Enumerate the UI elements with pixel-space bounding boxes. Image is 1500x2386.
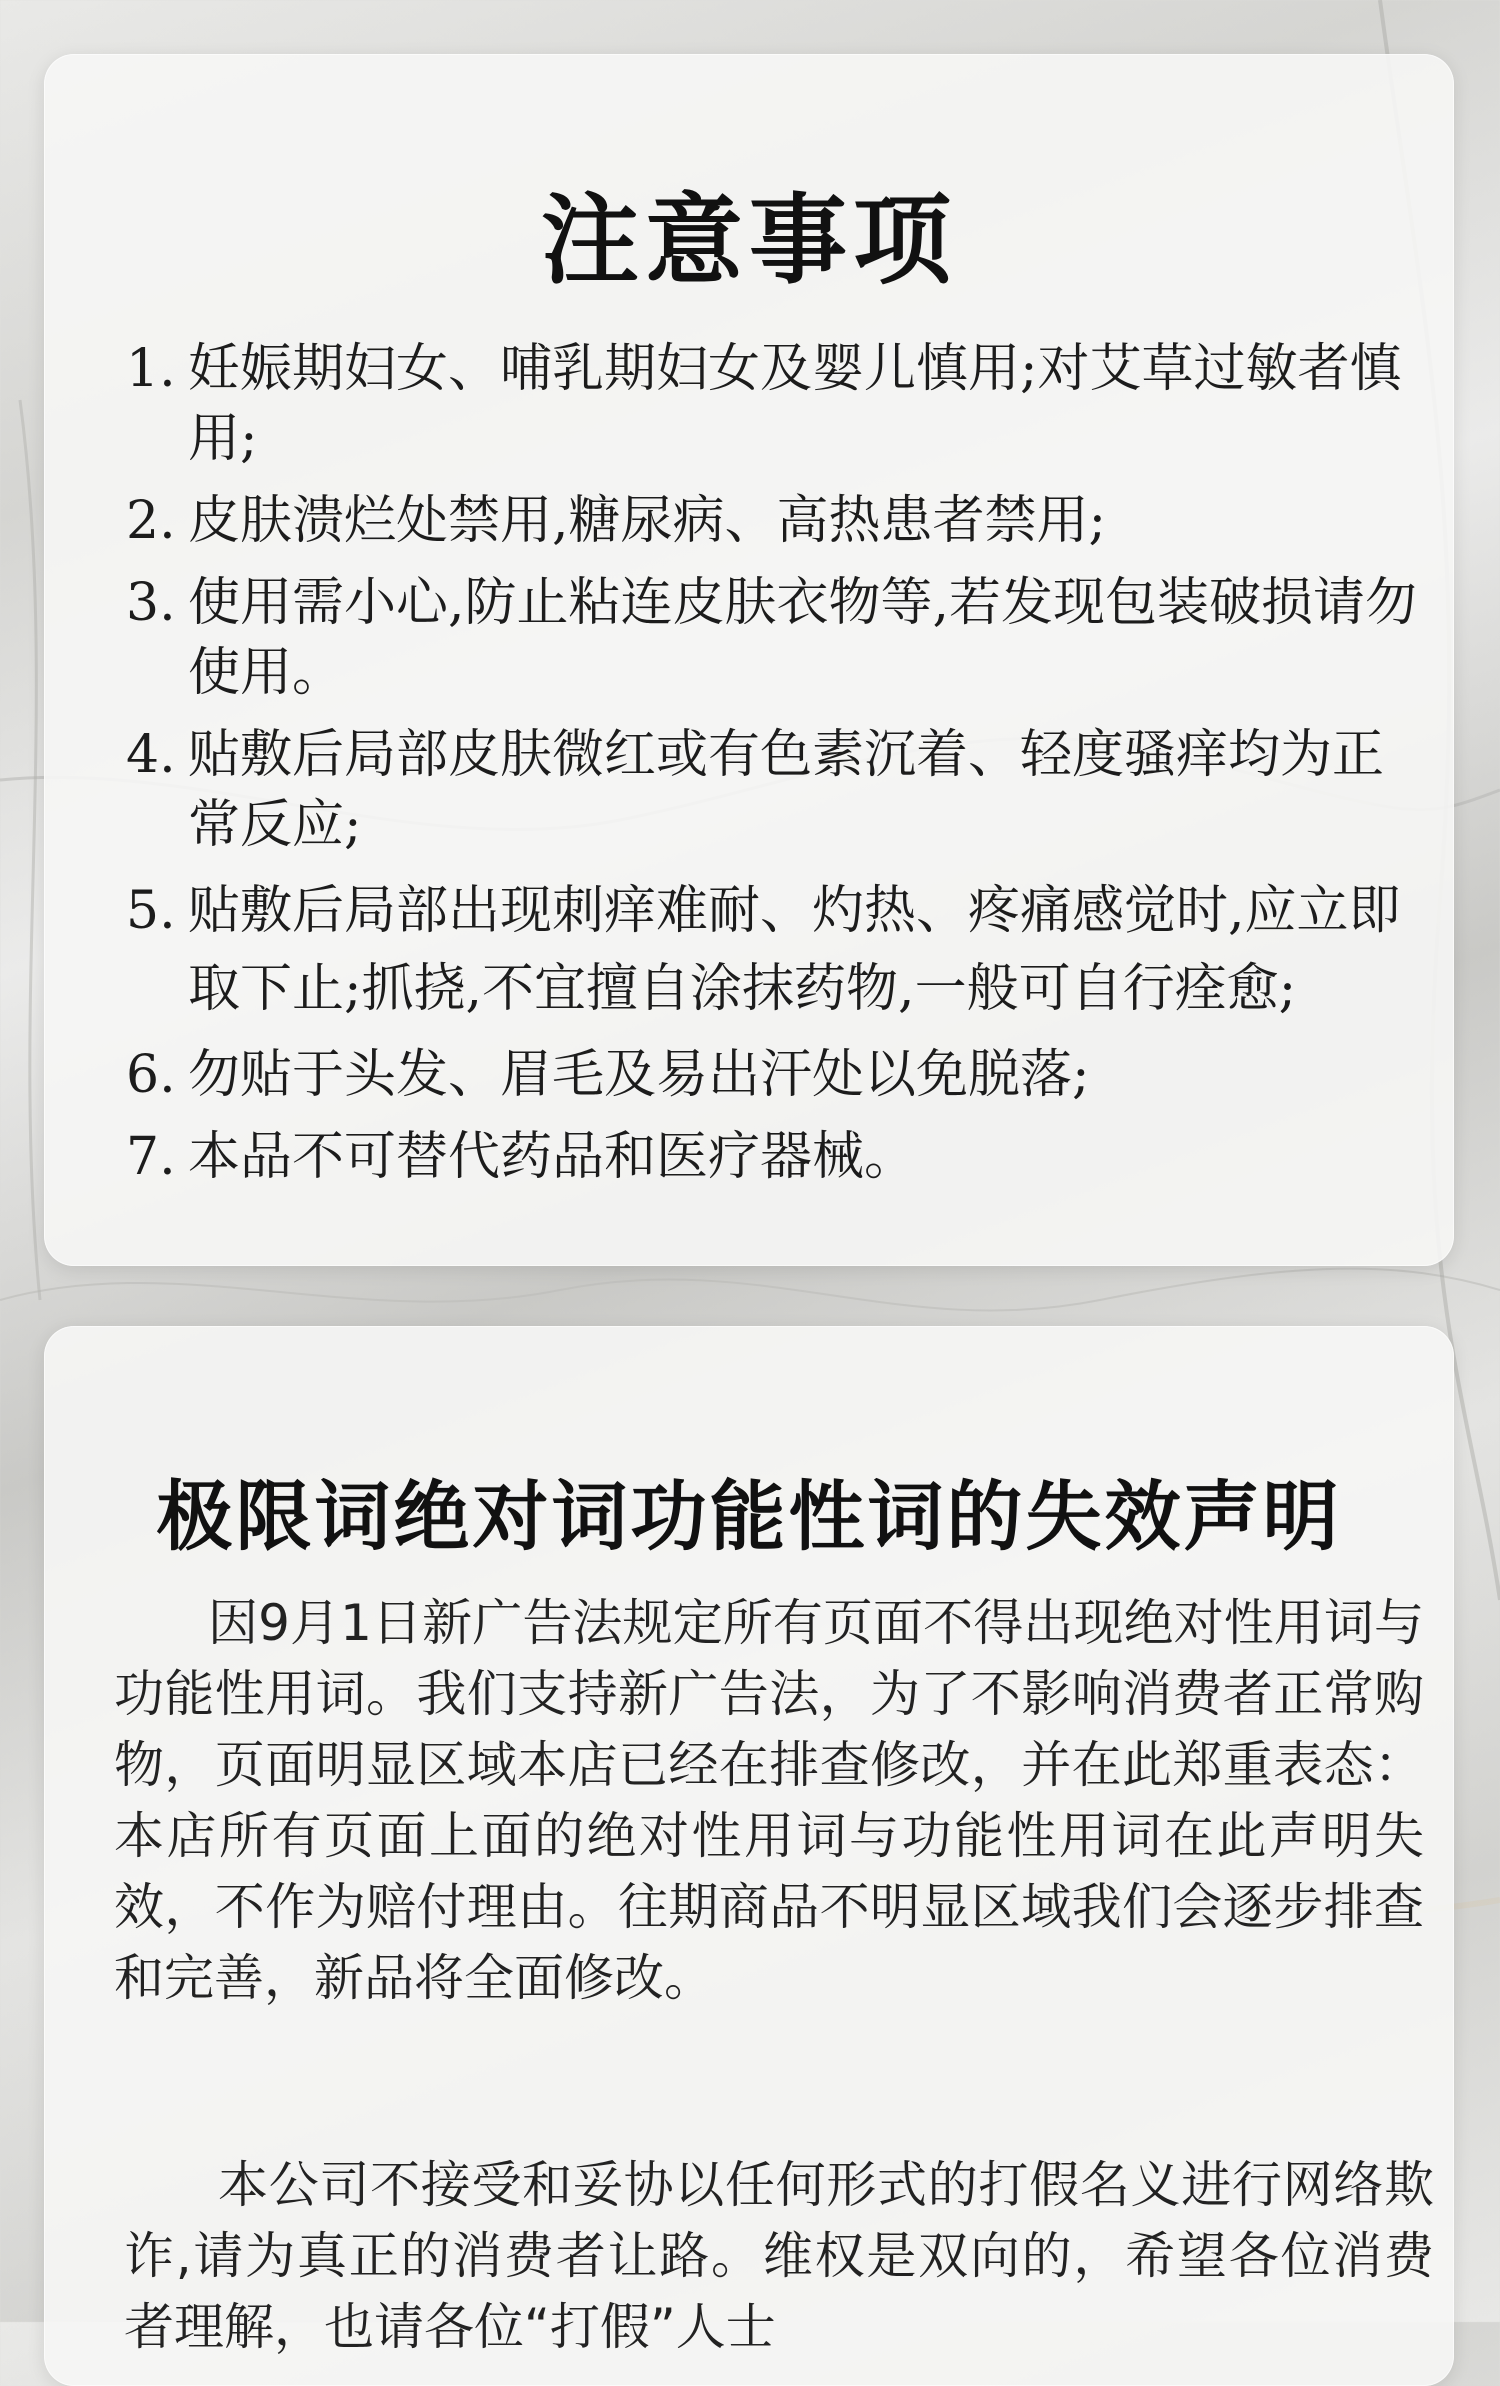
list-item bbox=[126, 1122, 1426, 1192]
list-item-text: 贴敷后局部皮肤微红或有色素沉着、轻度骚痒均为正常反应; bbox=[188, 725, 1385, 855]
list-item-number: 1. bbox=[126, 339, 176, 399]
list-item-text: 本品不可替代药品和医疗器械。 bbox=[188, 1127, 917, 1187]
list-item-text: 妊娠期妇女、哺乳期妇女及婴儿慎用;对艾草过敏者慎用; bbox=[188, 339, 1402, 469]
list-item bbox=[126, 720, 1426, 860]
list-item bbox=[126, 1040, 1426, 1110]
list-item bbox=[126, 486, 1426, 556]
list-item-text: 贴敷后局部出现刺痒难耐、灼热、疼痛感觉时,应立即取下止;抓挠,不宜擅自涂抹药物,一般可自行痊愈; bbox=[188, 881, 1401, 1019]
declaration-title: 极限词绝对词功能性词的失效声明 bbox=[156, 1472, 1342, 1561]
precautions-list bbox=[126, 334, 1426, 1204]
list-item-number: 6. bbox=[126, 1045, 176, 1105]
list-item bbox=[126, 334, 1426, 474]
precautions-card bbox=[44, 54, 1454, 1266]
list-item-number: 3. bbox=[126, 573, 176, 633]
list-item-text: 皮肤溃烂处禁用,糖尿病、高热患者禁用; bbox=[188, 491, 1107, 551]
declaration-paragraph: 因9月1日新广告法规定所有页面不得出现绝对性用词与功能性用词。我们支持新广告法，为了不影响消费者正常购物，页面明显区域本店已经在排查修改，并在此郑重表态：本店所有页面上面的绝对性用词与功能性用词在此声明失效，不作为赔付理由。往期商品不明显区域我们会逐步排查和完善，新品将全面修改。 bbox=[114, 1594, 1424, 2007]
declaration-card bbox=[44, 1326, 1454, 2386]
list-item bbox=[126, 568, 1426, 708]
list-item bbox=[126, 872, 1426, 1028]
list-item-number: 7. bbox=[126, 1127, 176, 1187]
list-item-number: 4. bbox=[126, 725, 176, 785]
list-item-text: 勿贴于头发、眉毛及易出汗处以免脱落; bbox=[188, 1045, 1090, 1105]
list-item-number: 2. bbox=[126, 491, 176, 551]
precautions-title: 注意事项 bbox=[540, 183, 957, 298]
list-item-number: 5. bbox=[126, 881, 176, 941]
declaration-paragraph: 本公司不接受和妥协以任何形式的打假名义进行网络欺诈,请为真正的消费者让路。维权是双向的，希望各位消费者理解，也请各位“打假”人士 bbox=[124, 2156, 1434, 2356]
list-item-text: 使用需小心,防止粘连皮肤衣物等,若发现包装破损请勿使用。 bbox=[188, 573, 1418, 703]
